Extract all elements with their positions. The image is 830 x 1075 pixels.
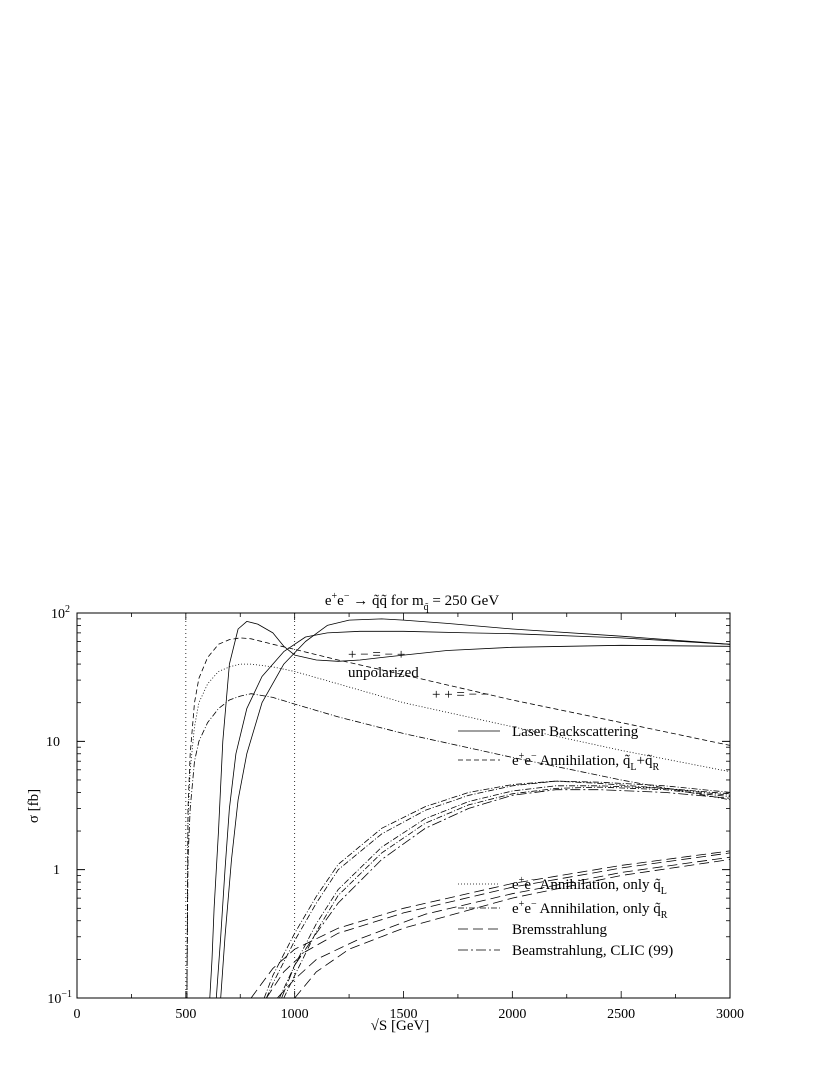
x-tick-label: 2000 [498, 1007, 527, 1022]
y-tick-0.1-base: 10 [47, 992, 62, 1007]
legend-label-only-r [512, 899, 668, 921]
y-tick-100-base: 10 [51, 607, 65, 622]
leg1-q1: q̃ [622, 753, 631, 769]
x-tick-label: 1000 [280, 1007, 309, 1022]
y-tick-label-100 [51, 604, 70, 622]
title-sup-minus: − [343, 591, 350, 602]
leg1-minus: − [530, 751, 537, 762]
series-line-solid [210, 621, 730, 998]
legend-label-annihilation [512, 751, 659, 773]
y-axis-label: σ [fb] [26, 788, 42, 824]
leg3-q: q̃ [653, 901, 661, 917]
series-line-longdash [266, 853, 730, 998]
y-tick-0.1-exp: −1 [61, 989, 72, 1000]
leg1-q2: q̃ [644, 753, 653, 769]
leg1-sub-r: R [652, 762, 660, 773]
series-line-longdash [277, 857, 730, 998]
leg3-e2: e [524, 901, 531, 917]
series-curves [187, 619, 730, 998]
leg2-text: Annihilation, only [536, 877, 654, 893]
annotation-unpolarized: unpolarized [348, 665, 419, 681]
x-tick-label: 2500 [607, 1007, 636, 1022]
leg3-plus: + [518, 899, 525, 910]
title-qbar: q̃ [379, 593, 387, 609]
leg1-e2: e [524, 753, 531, 769]
x-tick-label: 0 [73, 1007, 81, 1022]
leg3-sub-r: R [660, 910, 668, 921]
y-tick-100-exp: 2 [65, 604, 70, 615]
y-tick-label-0.1 [47, 989, 72, 1007]
y-tick-label-10: 10 [46, 735, 60, 750]
x-tick-labels [74, 1007, 745, 1022]
y-tick-label-1: 1 [53, 863, 60, 878]
legend-label-brems: Bremsstrahlung [512, 922, 607, 938]
title-rest: = 250 GeV [428, 593, 500, 609]
title-sub: q̃ [423, 602, 429, 613]
leg2-sub-l: L [660, 886, 667, 897]
title-for: for m [386, 593, 424, 609]
x-axis-label: √S [GeV] [370, 1018, 430, 1034]
series-line-longdash [251, 851, 730, 998]
leg1-plus2: + [636, 753, 645, 769]
annotation-plus-plus: + + = − − [432, 687, 490, 703]
leg2-e1: e [512, 877, 519, 893]
leg3-e1: e [512, 901, 519, 917]
legend [458, 724, 673, 959]
chart-title [325, 591, 499, 613]
legend-label-beams: Beamstrahlung, CLIC (99) [512, 943, 674, 959]
leg1-e1: e [512, 753, 519, 769]
x-tick-label: 3000 [716, 1007, 744, 1022]
leg3-text: Annihilation, only [536, 901, 654, 917]
leg2-q: q̃ [653, 877, 661, 893]
leg1-text: Annihilation, [536, 753, 623, 769]
annotation-plus-minus: + − = − + [348, 647, 406, 663]
legend-label-only-l [512, 875, 667, 897]
leg2-plus: + [518, 875, 525, 886]
x-tick-label: 500 [175, 1007, 197, 1022]
title-q: q̃ [371, 593, 380, 609]
leg2-minus: − [530, 875, 537, 886]
leg1-plus: + [518, 751, 525, 762]
title-arrow: → [349, 593, 372, 609]
legend-label-laser: Laser Backscattering [512, 724, 639, 740]
title-e1: e [324, 593, 332, 609]
title-sup-plus: + [331, 591, 338, 602]
leg3-minus: − [530, 899, 537, 910]
title-e2: e [337, 593, 344, 609]
x-tick-label: 1500 [389, 1007, 418, 1022]
leg2-e2: e [524, 877, 531, 893]
series-line-solid [221, 619, 730, 998]
leg1-sub-l: L [630, 762, 637, 773]
